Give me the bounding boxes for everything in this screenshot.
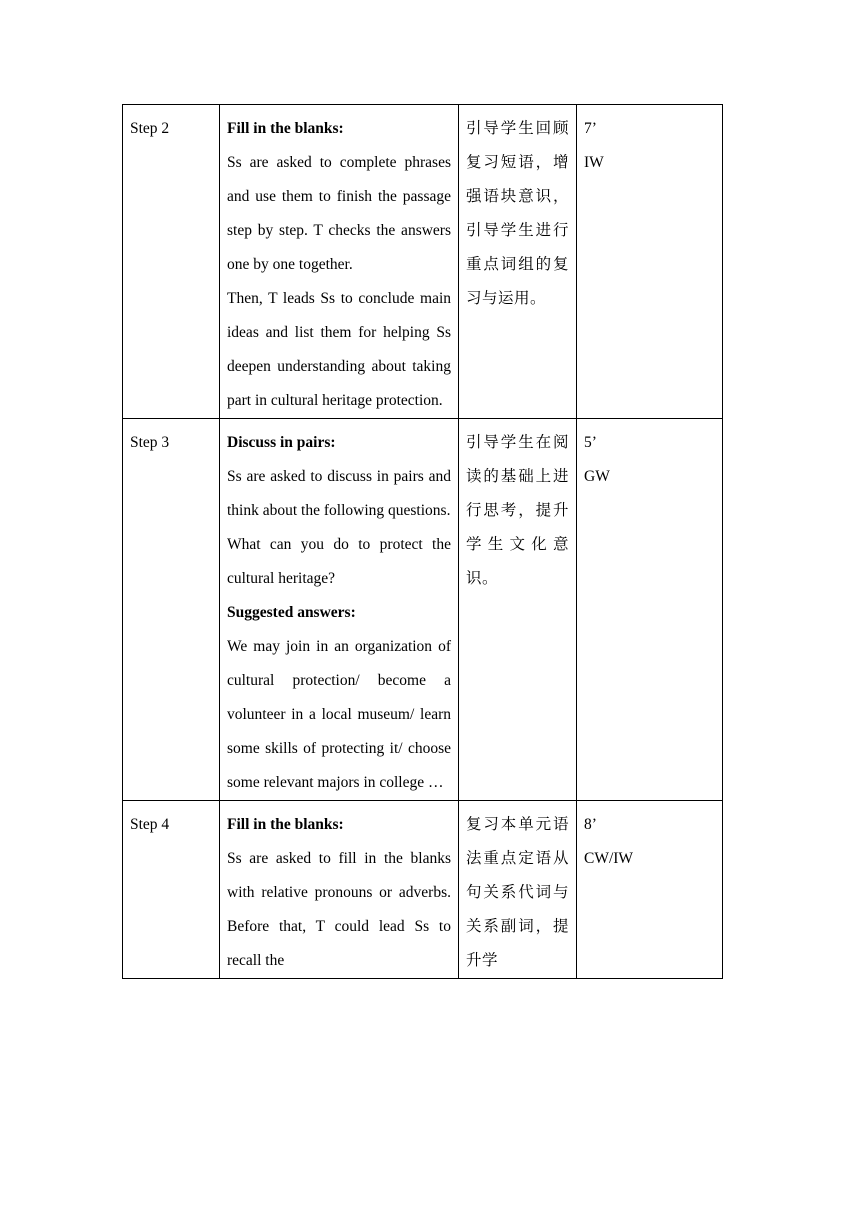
activity-paragraph: Ss are asked to discuss in pairs and think about the following questions. [227,468,451,519]
activity-heading: Discuss in pairs: [227,434,336,451]
purpose-text: 引导学生在阅读的基础上进行思考，提升学生文化意识。 [466,434,569,587]
step-cell [123,419,220,801]
work-mode: GW [584,468,610,485]
step-label: Step 4 [130,816,170,833]
step-cell [123,801,220,979]
activity-cell [220,801,459,979]
work-mode: IW [584,154,604,171]
activity-paragraph: Ss are asked to fill in the blanks with relative pronouns or adverbs. Before that, T could lead Ss to recall the [227,850,451,969]
activity-heading: Fill in the blanks: [227,120,344,137]
activity-paragraph: Ss are asked to complete phrases and use them to finish the passage step by step. T checks the answers one by one together. [227,154,451,273]
purpose-cell [459,419,577,801]
table-row [123,419,723,801]
time-cell [577,419,723,801]
activity-cell [220,419,459,801]
step-label: Step 2 [130,120,170,137]
step-label: Step 3 [130,434,170,451]
activity-heading: Fill in the blanks: [227,816,344,833]
suggested-answers-text: We may join in an organization of cultural protection/ become a volunteer in a local museum/ learn some skills of protecting it/ choose some relevant majors in college … [227,638,451,791]
purpose-text: 复习本单元语法重点定语从句关系代词与关系副词，提升学 [466,816,569,969]
time-cell [577,105,723,419]
purpose-cell [459,801,577,979]
activity-paragraph: What can you do to protect the cultural heritage? [227,536,451,587]
time-value: 8’ [584,816,597,833]
work-mode: CW/IW [584,850,634,867]
purpose-cell [459,105,577,419]
table-row [123,105,723,419]
time-value: 5’ [584,434,597,451]
purpose-text: 引导学生回顾复习短语，增强语块意识，引导学生进行重点词组的复习与运用。 [466,120,569,307]
table-row [123,801,723,979]
activity-paragraph: Then, T leads Ss to conclude main ideas and list them for helping Ss deepen understanding about taking part in cultural heritage protection. [227,290,451,409]
time-cell [577,801,723,979]
lesson-plan-table [122,104,723,979]
time-value: 7’ [584,120,597,137]
activity-cell [220,105,459,419]
step-cell [123,105,220,419]
suggested-answers-heading: Suggested answers: [227,604,356,621]
